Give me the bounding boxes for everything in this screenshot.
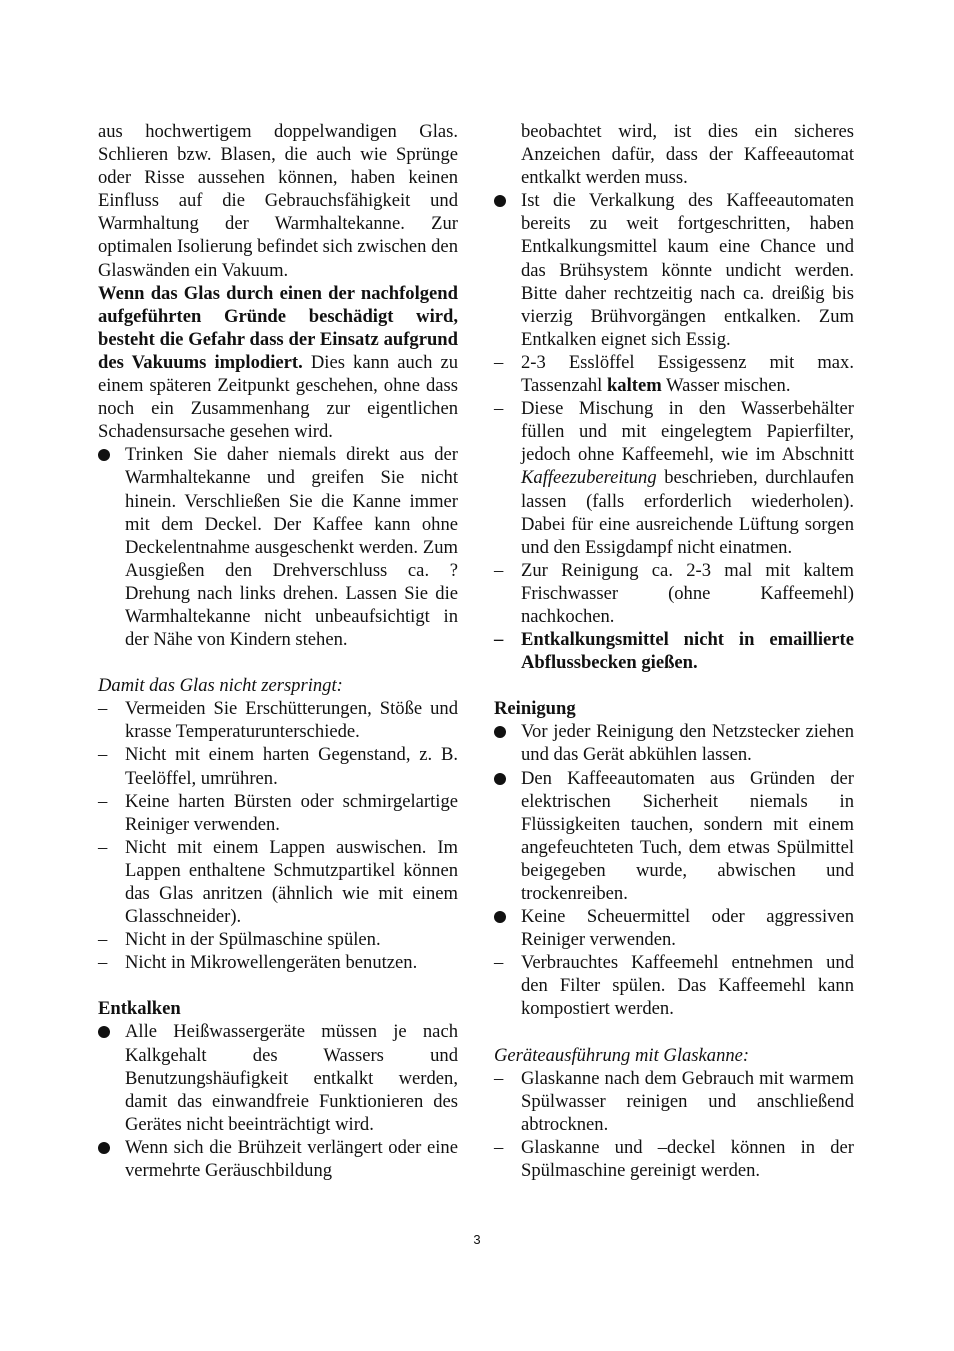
list-item-text: Glaskanne und –deckel können in der Spülmaschine gereinigt werden. — [521, 1136, 854, 1182]
list-item-text: Nicht in Mikrowellengeräten benutzen. — [125, 952, 418, 974]
list-item-text: Glaskanne nach dem Gebrauch mit warmem Spülwasser reinigen und anschließend abtrocknen. — [521, 1067, 854, 1135]
bullet-icon — [98, 449, 110, 461]
warning-bold-text: Wenn das Glas durch einen der nachfolgend aufgeführten Gründe beschädigt wird, besteht die Gefahr dass der Einsatz aufgrund des Vakuums implodiert. — [98, 282, 458, 373]
bullet-icon — [494, 195, 506, 207]
right-column — [494, 120, 854, 1182]
glaskanne-list — [494, 1067, 854, 1182]
list-item — [494, 951, 854, 1020]
entkalken-continued-list — [494, 189, 854, 674]
list-item — [494, 189, 854, 351]
list-item-text: Den Kaffeeautomaten aus Gründen der elektrischen Sicherheit niemals in Flüssigkeiten tauchen, sondern mit einem angefeuchteten Tuch, dem etwas Spülmittel beigegeben wurde, abwischen und trockenreiben. — [521, 767, 854, 904]
bullet-icon — [98, 1142, 110, 1154]
list-item — [98, 743, 458, 789]
glass-list — [98, 697, 458, 974]
dash-icon — [494, 1067, 503, 1090]
list-item-text: Entkalkungsmittel nicht in emaillierte Abflussbecken gießen. — [521, 629, 854, 674]
dash-icon — [494, 951, 503, 974]
left-column — [98, 120, 458, 1182]
list-item — [494, 1067, 854, 1136]
list-item — [98, 1136, 458, 1182]
list-item-text: Trinken Sie daher niemals direkt aus der Warmhaltekanne und greifen Sie nicht hinein. Verschließen Sie die Kanne immer mit dem Deckel. Der Kaffee kann ohne Deckelentnahme ausgeschenkt werden. Zum Ausgießen den Drehverschluss ca. ? Drehung nach links drehen. Lassen Sie die Warmhaltekanne nicht unbeaufsichtigt in der Nähe von Kindern stehen. — [125, 444, 458, 651]
continuation-paragraph: beobachtet wird, ist dies ein sicheres Anzeichen dafür, dass der Kaffeeautomat entkalkt werden muss. — [521, 121, 854, 189]
page-number: 3 — [473, 1232, 481, 1247]
dash-icon — [98, 951, 107, 974]
dash-icon — [494, 559, 503, 582]
list-item-text: Nicht mit einem harten Gegenstand, z. B. Teelöffel, umrühren. — [125, 744, 458, 789]
bullet-icon — [494, 726, 506, 738]
warning-rest-text: Dies kann auch zu einem späteren Zeitpunkt geschehen, ohne dass noch ein Zusammenhang zur eigentlichen Schadensursache gesehen wird. — [98, 351, 459, 443]
list-item-text: Keine harten Bürsten oder schmirgelartige Reiniger verwenden. — [125, 790, 458, 835]
list-item-text: Wenn sich die Brühzeit verlängert oder eine vermehrte Geräuschbildung — [125, 1136, 458, 1182]
dash-icon — [494, 351, 503, 374]
list-item — [98, 443, 458, 651]
glass-subheading: Damit das Glas nicht zerspringt: — [98, 675, 343, 697]
reinigung-heading: Reinigung — [494, 698, 576, 720]
bullet-icon — [494, 773, 506, 785]
list-item-text: Verbrauchtes Kaffeemehl entnehmen und den Filter spülen. Das Kaffeemehl kann kompostiert werden. — [521, 952, 854, 1020]
list-item — [494, 559, 854, 628]
list-item-bold-text: kaltem — [606, 375, 662, 397]
list-item-text: Nicht mit einem Lappen auswischen. Im Lappen enthaltene Schmutzpartikel können das Glas anritzen (ähnlich wie mit einem Glasschneider). — [125, 836, 458, 928]
entkalken-heading: Entkalken — [98, 998, 181, 1020]
list-item — [494, 767, 854, 906]
list-item — [494, 628, 854, 674]
list-item-text: Ist die Verkalkung des Kaffeeautomaten bereits zu weit fortgeschritten, haben Entkalkungsmittel kaum eine Chance und das Brühsystem könnte undicht werden. Bitte daher rechtzeitig nach ca. dreißig bis vierzig Brühvorgängen entkalken. Zum Entkalken eignet sich Essig. — [521, 190, 854, 350]
list-item-italic-text: Kaffeezubereitung — [521, 467, 657, 489]
list-item-text: Keine Scheuermittel oder aggressiven Reiniger verwenden. — [521, 906, 854, 951]
intro-paragraph: aus hochwertigem doppelwandigen Glas. Schlieren bzw. Blasen, die auch wie Sprünge oder Risse aussehen können, haben keinen Einfluss auf die Gebrauchsfähigkeit und Warmhaltung der Warmhaltekanne. Zur optimalen Isolierung befindet sich zwischen den Glaswänden ein Vakuum. — [98, 121, 458, 281]
dash-icon — [98, 697, 107, 720]
list-item-text: 2-3 Esslöffel Essigessenz mit max. Tassenzahl — [521, 351, 854, 397]
list-item — [98, 928, 458, 951]
list-item-text: Nicht in der Spülmaschine spülen. — [125, 929, 381, 951]
dash-icon — [98, 790, 107, 813]
list-item-text: Vor jeder Reinigung den Netzstecker ziehen und das Gerät abkühlen lassen. — [521, 721, 854, 766]
list-item-text: Zur Reinigung ca. 2-3 mal mit kaltem Frischwasser (ohne Kaffeemehl) nachkochen. — [521, 559, 854, 627]
bullet-icon — [494, 911, 506, 923]
entkalken-list — [98, 1020, 458, 1182]
dash-icon — [494, 1136, 503, 1159]
reinigung-list — [494, 720, 854, 1020]
list-item-text: Wasser mischen. — [661, 375, 791, 397]
list-item-text: Vermeiden Sie Erschütterungen, Stöße und krasse Temperaturunterschiede. — [125, 698, 458, 743]
dash-icon — [98, 743, 107, 766]
list-item — [98, 836, 458, 928]
list-item — [494, 351, 854, 397]
warning-paragraph — [98, 282, 458, 444]
list-item — [494, 1136, 854, 1182]
bullet-icon — [98, 1026, 110, 1038]
dash-icon — [98, 928, 107, 951]
list-item — [98, 790, 458, 836]
list-item — [494, 905, 854, 951]
list-item-text: Alle Heißwassergeräte müssen je nach Kalkgehalt des Wassers und Benutzungshäufigkeit entkalkt werden, damit das einwandfreie Funktionieren des Gerätes nicht beeinträchtigt wird. — [125, 1021, 458, 1135]
list-item — [98, 1020, 458, 1135]
list-item-text: Diese Mischung in den Wasserbehälter füllen und mit eingelegtem Papierfilter, jedoch ohne Kaffeemehl, wie im Abschnitt — [521, 398, 854, 466]
list-item — [494, 397, 854, 559]
glaskanne-subheading: Geräteausführung mit Glaskanne: — [494, 1044, 750, 1066]
list-item — [98, 951, 458, 974]
warning-bullet-list — [98, 443, 458, 651]
list-item — [98, 697, 458, 743]
list-item — [494, 720, 854, 766]
dash-icon — [494, 628, 503, 651]
dash-icon — [98, 836, 107, 859]
list-item-text: beschrieben, durchlaufen lassen (falls erforderlich wiederholen). Dabei für eine ausreichende Lüftung sorgen und den Essigdampf nicht einatmen. — [521, 467, 854, 558]
dash-icon — [494, 397, 503, 420]
